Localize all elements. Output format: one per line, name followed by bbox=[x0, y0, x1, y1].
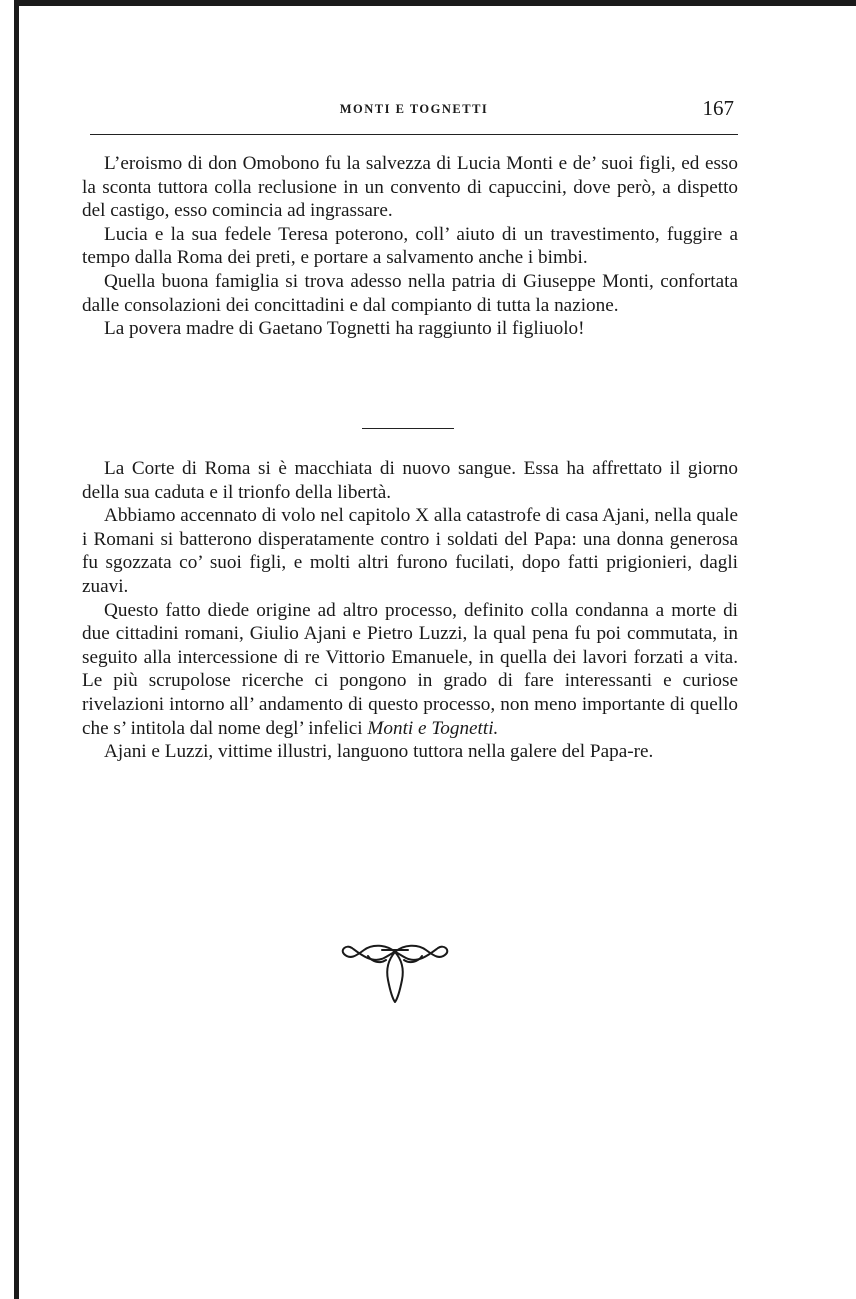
paragraph: Abbiamo accennato di volo nel capitolo X alla catastrofe di casa Ajani, nella quale i Romani si batterono disperatamente contro i soldati del Papa: una donna generosa fu sgozzata co’ suoi figli, e molti altri furono fucilati, dopo fatti prigionieri, dagli zuavi. bbox=[82, 505, 739, 597]
section-two bbox=[82, 457, 738, 764]
calligraphic-flourish-icon bbox=[338, 940, 452, 1006]
page-left-edge bbox=[14, 0, 19, 1299]
page-number: 167 bbox=[702, 96, 734, 120]
paragraph bbox=[82, 599, 738, 741]
italic-title: Monti e Tognetti. bbox=[367, 717, 499, 739]
paragraph: La povera madre di Gaetano Tognetti ha raggiunto il figliuolo! bbox=[104, 318, 585, 340]
paragraph: La Corte di Roma si è macchiata di nuovo sangue. Essa ha affrettato il giorno della sua caduta e il trionfo della libertà. bbox=[82, 458, 738, 503]
section-separator bbox=[362, 428, 454, 429]
paragraph-text: Questo fatto diede origine ad altro processo, definito colla condanna a morte di due cittadini romani, Giulio Ajani e Pietro Luzzi, la qual pena fu poi commutata, in seguito alla intercessione di re Vittorio Emanuele, in quella dei lavori forzati a vita. Le più scrupolose ricerche ci pongono in grado di fare interessanti e curiose rivelazioni intorno all’ andamento di questo processo, non meno importante di quello che s’ intitola dal nome degl’ infelici bbox=[82, 599, 738, 739]
header-rule bbox=[90, 134, 738, 135]
running-title: MONTI E TOGNETTI bbox=[339, 102, 489, 116]
page-header bbox=[90, 96, 738, 130]
paragraph: Ajani e Luzzi, vittime illustri, languono tuttora nella galere del Papa-re. bbox=[104, 741, 654, 763]
paragraph: Quella buona famiglia si trova adesso nella patria di Giuseppe Monti, confortata dalle consolazioni dei concittadini e dal compianto di tutta la nazione. bbox=[82, 270, 738, 316]
section-one bbox=[82, 152, 738, 341]
page-top-edge bbox=[14, 0, 856, 6]
paragraph: Lucia e la sua fedele Teresa poterono, coll’ aiuto di un travestimento, fuggire a tempo dalla Roma dei preti, e portare a salvamento anche i bimbi. bbox=[82, 223, 738, 269]
paragraph: L’eroismo di don Omobono fu la salvezza di Lucia Monti e de’ suoi figli, ed esso la sconta tuttora colla reclusione in un convento di capuccini, dove però, a dispetto del castigo, esso comincia ad ingrassare. bbox=[82, 153, 738, 222]
